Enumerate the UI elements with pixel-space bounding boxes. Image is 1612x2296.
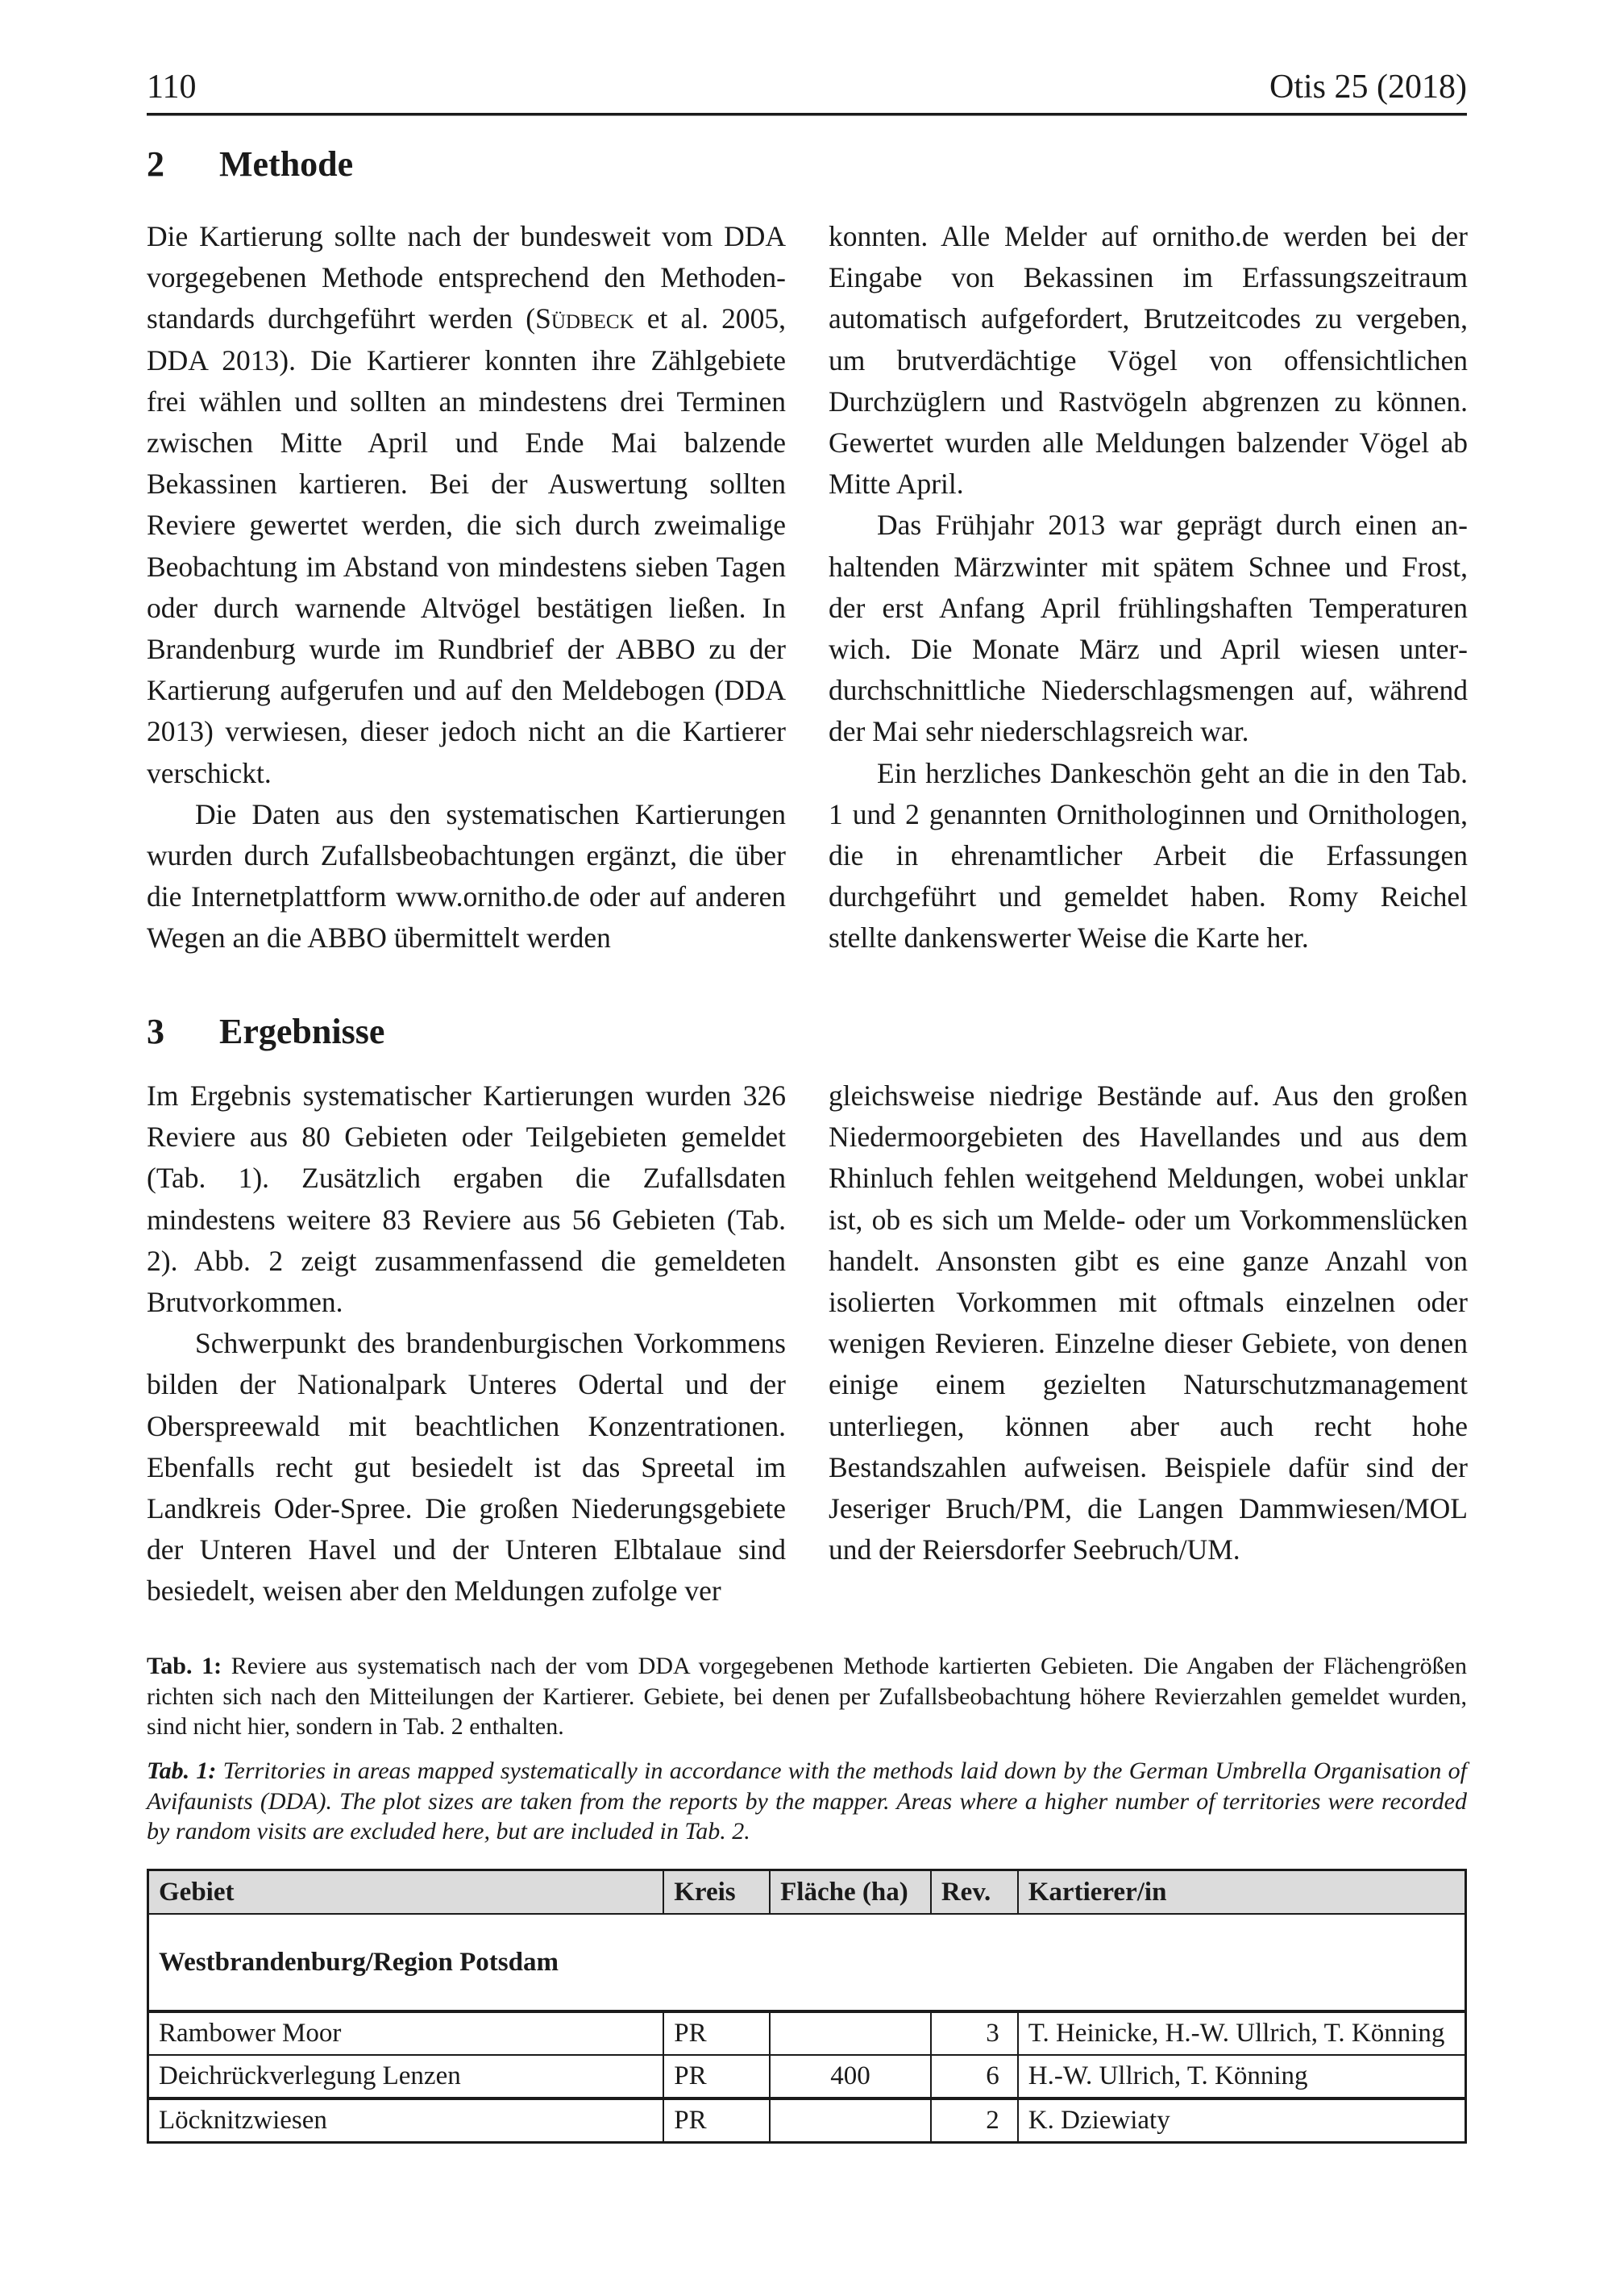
table-header-row [148,1870,1466,1915]
table-caption-english [147,1756,1467,1847]
caption-text: Territories in areas mapped systematically in accordance with the methods laid down by the German Umbrella Organisation of Avifaunists (DDA). The plot sizes are taken from the reports by the mapper. Areas where a higher number of territories were recorded by random visits are excluded here, but are included in Tab. 2. [147,1757,1467,1845]
journal-citation: Otis 25 (2018) [1269,69,1467,106]
cell-flaeche [770,2011,931,2055]
table-row [148,2055,1466,2098]
paragraph: Im Ergebnis systematischer Kartierungen wurden 326 Reviere aus 80 Gebieten oder Teilgebieten gemeldet (Tab. 1). Zusätzlich ergaben die Zufallsdaten mindestens weitere 83 Reviere aus 56 Gebieten (Tab. 2). Abb. 2 zeigt zusammenfassend die gemeldeten Brutvorkommen. [147,1079,786,1319]
running-head [147,63,1467,111]
paragraph: Ein herzliches Dankeschön geht an die in den Tab. 1 und 2 genannten Ornithologinnen und Ornithologen, die in ehrenamtlicher Arbeit die Erfassungen durchgeführt und gemeldet haben. Romy Reichel stellte dankenswerter Weise die Karte her. [829,756,1468,955]
cell-rev: 3 [931,2011,1018,2055]
cell-kartierer: H.-W. Ullrich, T. Könning [1018,2055,1466,2098]
paragraph: gleichsweise niedrige Bestände auf. Aus den großen Niedermoorgebieten des Havellandes und aus dem Rhinluch fehlen weitgehend Meldungen, wobei unklar ist, ob es sich um Melde- oder um Vorkommenslücken handelt. Ansonsten gibt es eine ganze Anzahl von isolierten Vorkommen mit oftmals einzelnen oder wenigen Revieren. Einzelne dieser Gebiete, von denen einige einem gezielten Naturschutzmanagement unterliegen, können aber auch recht hohe Bestandszahlen aufweisen. Beispiele dafür sind der Jeseriger Bruch/PM, die Langen Dammwiesen/MOL und der Reiersdorfer Seebruch/UM. [829,1079,1468,1566]
section-number: 2 [147,144,164,184]
cell-gebiet: Deichrückverlegung Lenzen [148,2055,664,2098]
column-header-kartierer: Kartierer/in [1018,1870,1466,1915]
caption-text: Reviere aus systematisch nach der vom DDA vorgegebenen Methode kartierten Gebieten. Die Angaben der Flächengrößen richten sich nach den Mitteilungen der Kartierer. Gebiete, bei denen per Zufallsbeobachtung höhere Revierzahlen gemeldet wurden, sind nicht hier, sondern in Tab. 2 enthalten. [147,1653,1467,1740]
column-header-flaeche: Fläche (ha) [770,1870,931,1915]
section-title: Ergebnisse [219,1012,385,1051]
table-row [148,2098,1466,2143]
cell-rev: 6 [931,2055,1018,2098]
cell-gebiet: Löcknitzwiesen [148,2098,664,2143]
cell-kreis: PR [663,2098,770,2143]
cell-kreis: PR [663,2055,770,2098]
section-heading-ergebnisse [147,1009,384,1054]
author-smallcaps: Südbeck [535,302,634,335]
region-row [148,1914,1466,2011]
cell-gebiet: Rambower Moor [148,2011,664,2055]
cell-kartierer: T. Heinicke, H.-W. Ullrich, T. Könning [1018,2011,1466,2055]
table-caption-german [147,1651,1467,1742]
ergebnisse-left-column [147,1075,786,1612]
table-row [148,2011,1466,2055]
caption-label: Tab. 1: [147,1757,217,1784]
header-rule [147,113,1467,116]
region-label: Westbrandenburg/Region Potsdam [148,1914,1466,2011]
paragraph: Schwerpunkt des brandenburgischen Vorkommens bilden der Nationalpark Unteres Odertal und der Oberspreewald mit beachtlichen Konzentrationen. Ebenfalls recht gut besiedelt ist das Spreetal im Landkreis Oder-Spree. Die großen Niederungsgebiete der Unteren Havel und der Unteren Elbtalaue sind besiedelt, weisen aber den Meldungen zufolge ver [147,1327,786,1608]
text-run: et al. 2005, DDA 2013). Die Kartierer konnten ihre Zählgebiete frei wählen und sollten an mindestens drei Terminen zwischen Mitte April und Ende Mai balzende Bekassinen kartieren. Bei der Auswertung sollten Reviere gewertet werden, die sich durch zweimalige Beobachtung im Abstand von mindestens sieben Tagen oder durch warnende Altvögel bestätigen ließen. In Brandenburg wurde im Rundbrief der ABBO zu der Kartierung aufgerufen und auf den Meldebogen (DDA 2013) verwiesen, dieser jedoch nicht an die Kartierer verschickt. [147,302,786,789]
paragraph [147,216,786,794]
cell-flaeche [770,2098,931,2143]
cell-kartierer: K. Dziewiaty [1018,2098,1466,2143]
section-number: 3 [147,1012,164,1051]
page-number: 110 [147,69,197,106]
methode-right-column [829,216,1468,959]
caption-label: Tab. 1: [147,1653,222,1679]
section-title: Methode [219,144,354,184]
cell-kreis: PR [663,2011,770,2055]
paragraph: konnten. Alle Melder auf ornitho.de werden bei der Eingabe von Bekassinen im Erfassungszeitraum automatisch aufgefordert, Brutzeitcodes zu vergeben, um brutverdächtige Vögel von offensichtlichen Durchzüglern und Rastvögeln abgrenzen zu können. Gewertet wurden alle Meldungen balzender Vögel ab Mitte April. [829,220,1468,501]
text-run: Die Kartierung sollte nach der bundesweit vom DDA vorgegebenen Methode entsprechend den Methodenstandards durchgeführt werden ( [147,220,786,335]
paragraph: Das Frühjahr 2013 war geprägt durch einen anhaltenden Märzwinter mit spätem Schnee und Frost, der erst Anfang April frühlingshaften Temperaturen wich. Die Monate März und April wiesen unterdurchschnittliche Niederschlagsmengen auf, während der Mai sehr niederschlagsreich war. [829,509,1468,748]
paragraph: Die Daten aus den systematischen Kartierungen wurden durch Zufallsbeobachtungen ergänzt, die über die Internetplattform www.ornitho.de oder auf anderen Wegen an die ABBO übermittelt werden [147,797,786,955]
cell-flaeche: 400 [770,2055,931,2098]
ergebnisse-right-column [829,1075,1468,1570]
section-heading-methode [147,142,353,187]
column-header-rev: Rev. [931,1870,1018,1915]
column-header-kreis: Kreis [663,1870,770,1915]
methode-left-column [147,216,786,959]
column-header-gebiet: Gebiet [148,1870,664,1915]
territories-table [147,1869,1467,2144]
cell-rev: 2 [931,2098,1018,2143]
